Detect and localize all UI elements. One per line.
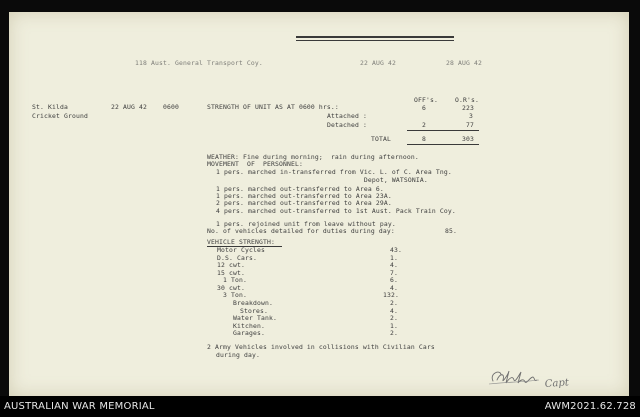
movement-heading: MOVEMENT OF PERSONNEL: <box>207 160 303 168</box>
vehicle-label: 30 cwt. <box>217 284 245 292</box>
strength-attached-ors: 3 <box>469 112 473 120</box>
strength-total-offrs: 8 <box>422 135 426 143</box>
vehicle-value: 6. <box>390 276 398 284</box>
header-rule-top <box>296 36 454 38</box>
vehicle-label: D.S. Cars. <box>217 254 257 262</box>
strength-column-offrs: OFF's. <box>414 96 438 104</box>
detailed-label: No. of vehicles detailed for duties during day: <box>207 227 395 235</box>
vehicle-heading: VEHICLE STRENGTH: <box>207 238 275 246</box>
vehicle-value: 2. <box>390 314 398 322</box>
vehicle-label: 1 Ton. <box>223 276 247 284</box>
footer-source: AUSTRALIAN WAR MEMORIAL <box>4 401 155 412</box>
archive-footer <box>0 396 640 417</box>
vehicle-label: 3 Ton. <box>223 291 247 299</box>
strength-total-underline <box>407 144 479 145</box>
vehicle-label: Garages. <box>233 329 265 337</box>
vehicle-value: 1. <box>390 254 398 262</box>
movement-line: 1 pers. marched out-transferred to Area 6. <box>216 185 384 193</box>
strength-detached-label: Detached : <box>327 121 367 129</box>
strength-row-ors: 223 <box>462 104 474 112</box>
strength-title: STRENGTH OF UNIT AS AT 0600 hrs.: <box>207 103 339 111</box>
unit-name: 118 Aust. General Transport Coy. <box>135 59 263 67</box>
rejoined-line: 1 pers. rejoined unit from leave without pay. <box>216 220 396 228</box>
footer-reference: AWM2021.62.728 <box>544 401 636 412</box>
place-line1: St. Kilda <box>32 103 68 111</box>
place-line2: Cricket Ground <box>32 112 88 120</box>
vehicle-value: 7. <box>390 269 398 277</box>
vehicle-label: Kitchen. <box>233 322 265 330</box>
vehicle-value: 1. <box>390 322 398 330</box>
vehicle-label: 12 cwt. <box>217 261 245 269</box>
strength-detached-ors: 77 <box>466 121 474 129</box>
vehicle-value: 4. <box>390 261 398 269</box>
document-page <box>9 12 629 396</box>
strength-attached-label: Attached : <box>327 112 367 120</box>
vehicle-label: Stores. <box>240 307 268 315</box>
detailed-value: 85. <box>445 227 457 235</box>
vehicle-label: 15 cwt. <box>217 269 245 277</box>
date-to: 28 AUG 42 <box>446 59 482 67</box>
weather-line: WEATHER: Fine during morning; rain during afternoon. <box>207 153 419 161</box>
handwritten-signature <box>487 363 597 393</box>
collision-line: during day. <box>216 351 260 359</box>
signature-rank: Capt <box>544 377 570 390</box>
strength-row-offrs: 6 <box>422 104 426 112</box>
movement-line: 1 pers. marched in-transferred from Vic. L. of C. Area Tng. <box>216 168 452 176</box>
vehicle-value: 43. <box>390 246 402 254</box>
strength-total-label: TOTAL <box>371 135 391 143</box>
vehicle-value: 2. <box>390 299 398 307</box>
entry-time: 0600 <box>163 103 179 111</box>
vehicle-value: 4. <box>390 307 398 315</box>
movement-line: 2 pers. marched out-transferred to Area 29A. <box>216 199 392 207</box>
movement-line: Depot, WATSONIA. <box>216 176 428 184</box>
collision-line: 2 Army Vehicles involved in collisions with Civilian Cars <box>207 343 435 351</box>
strength-total-rule <box>407 130 479 131</box>
date-from: 22 AUG 42 <box>360 59 396 67</box>
vehicle-value: 4. <box>390 284 398 292</box>
strength-detached-offrs: 2 <box>422 121 426 129</box>
vehicle-label: Water Tank. <box>233 314 277 322</box>
vehicle-value: 2. <box>390 329 398 337</box>
strength-column-ors: O.R's. <box>455 96 479 104</box>
movement-line: 1 pers. marched out-transferred to Area 23A. <box>216 192 392 200</box>
vehicle-label: Motor Cycles <box>217 246 265 254</box>
entry-date: 22 AUG 42 <box>111 103 147 111</box>
vehicle-value: 132. <box>383 291 399 299</box>
vehicle-label: Breakdown. <box>233 299 273 307</box>
strength-total-ors: 303 <box>462 135 474 143</box>
header-rule-bottom <box>296 40 454 41</box>
movement-line: 4 pers. marched out-transferred to 1st Aust. Pack Train Coy. <box>216 207 456 215</box>
